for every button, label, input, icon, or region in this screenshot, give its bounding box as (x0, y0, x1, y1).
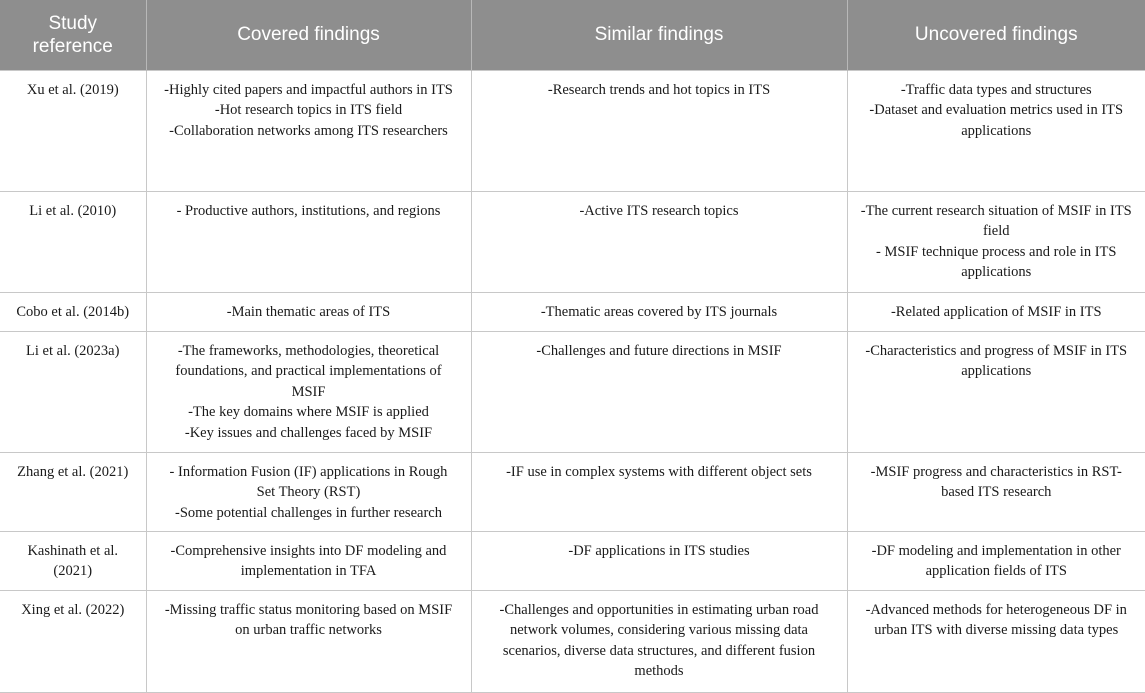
uncovered-findings-cell (847, 292, 1145, 331)
finding-line: -Key issues and challenges faced by MSIF (184, 424, 433, 441)
finding-line: -IF use in complex systems with different object sets (506, 463, 812, 480)
uncovered-findings-cell (847, 191, 1145, 292)
finding-line: -Missing traffic status monitoring based on MSIF on urban traffic networks (164, 601, 453, 638)
finding-line: -Highly cited papers and impactful authors in ITS (164, 81, 453, 98)
finding-line: -Comprehensive insights into DF modeling and implementation in TFA (170, 542, 447, 579)
finding-line: - MSIF technique process and role in ITS applications (876, 243, 1117, 280)
covered-findings-cell (146, 292, 471, 331)
covered-findings-cell (146, 531, 471, 590)
finding-line: -Active ITS research topics (579, 202, 739, 219)
header-uncovered-findings: Uncovered findings (847, 0, 1145, 70)
similar-findings-cell (471, 531, 847, 590)
finding-line: -DF applications in ITS studies (568, 542, 750, 559)
similar-findings-cell (471, 331, 847, 452)
study-reference-cell: Li et al. (2010) (0, 191, 146, 292)
covered-findings-cell (146, 331, 471, 452)
study-reference-cell: Cobo et al. (2014b) (0, 292, 146, 331)
header-study-reference: Study reference (0, 0, 146, 70)
table-row (0, 452, 1145, 531)
table-row (0, 70, 1145, 191)
covered-findings-cell (146, 70, 471, 191)
covered-findings-cell (146, 452, 471, 531)
table-row (0, 531, 1145, 590)
finding-line: -Collaboration networks among ITS researchers (169, 122, 448, 139)
similar-findings-cell (471, 292, 847, 331)
covered-findings-cell (146, 590, 471, 692)
study-reference-cell: Zhang et al. (2021) (0, 452, 146, 531)
uncovered-findings-cell (847, 590, 1145, 692)
header-similar-findings: Similar findings (471, 0, 847, 70)
finding-line: -Dataset and evaluation metrics used in ITS applications (869, 102, 1124, 139)
table-row (0, 191, 1145, 292)
finding-line: -Some potential challenges in further research (175, 504, 442, 521)
finding-line: - Information Fusion (IF) applications in Rough Set Theory (RST) (169, 463, 448, 500)
finding-line: -Main thematic areas of ITS (226, 303, 391, 320)
finding-line: -Hot research topics in ITS field (214, 102, 403, 118)
finding-line: -Challenges and opportunities in estimating urban road network volumes, considering various missing data scenarios, diverse data structures, and different fusion methods (499, 601, 819, 679)
study-reference-cell: Kashinath et al. (2021) (0, 531, 146, 590)
uncovered-findings-cell (847, 452, 1145, 531)
header-row (0, 0, 1145, 70)
finding-line: -Research trends and hot topics in ITS (547, 81, 771, 98)
study-reference-cell: Xing et al. (2022) (0, 590, 146, 692)
finding-line: -DF modeling and implementation in other application fields of ITS (871, 542, 1121, 579)
uncovered-findings-cell (847, 531, 1145, 590)
study-reference-cell: Xu et al. (2019) (0, 70, 146, 191)
finding-line: -Advanced methods for heterogeneous DF in urban ITS with diverse missing data types (865, 601, 1127, 638)
table-row (0, 590, 1145, 692)
table-row (0, 292, 1145, 331)
similar-findings-cell (471, 590, 847, 692)
uncovered-findings-cell (847, 70, 1145, 191)
uncovered-findings-cell (847, 331, 1145, 452)
covered-findings-cell (146, 191, 471, 292)
finding-line: -MSIF progress and characteristics in RST-based ITS research (870, 463, 1122, 500)
finding-line: - Productive authors, institutions, and regions (176, 202, 441, 219)
finding-line: -The frameworks, methodologies, theoretical foundations, and practical implementations of MSIF (175, 342, 442, 400)
similar-findings-cell (471, 452, 847, 531)
finding-line: -The current research situation of MSIF in ITS field (860, 202, 1132, 239)
similar-findings-cell (471, 191, 847, 292)
finding-line: -Challenges and future directions in MSIF (536, 342, 782, 359)
finding-line: -Traffic data types and structures (900, 81, 1092, 98)
similar-findings-cell (471, 70, 847, 191)
table-row (0, 331, 1145, 452)
finding-line: -Related application of MSIF in ITS (890, 303, 1102, 320)
study-reference-cell: Li et al. (2023a) (0, 331, 146, 452)
finding-line: -Thematic areas covered by ITS journals (540, 303, 778, 320)
header-covered-findings: Covered findings (146, 0, 471, 70)
finding-line: -Characteristics and progress of MSIF in ITS applications (865, 342, 1128, 379)
finding-line: -The key domains where MSIF is applied (188, 404, 429, 420)
